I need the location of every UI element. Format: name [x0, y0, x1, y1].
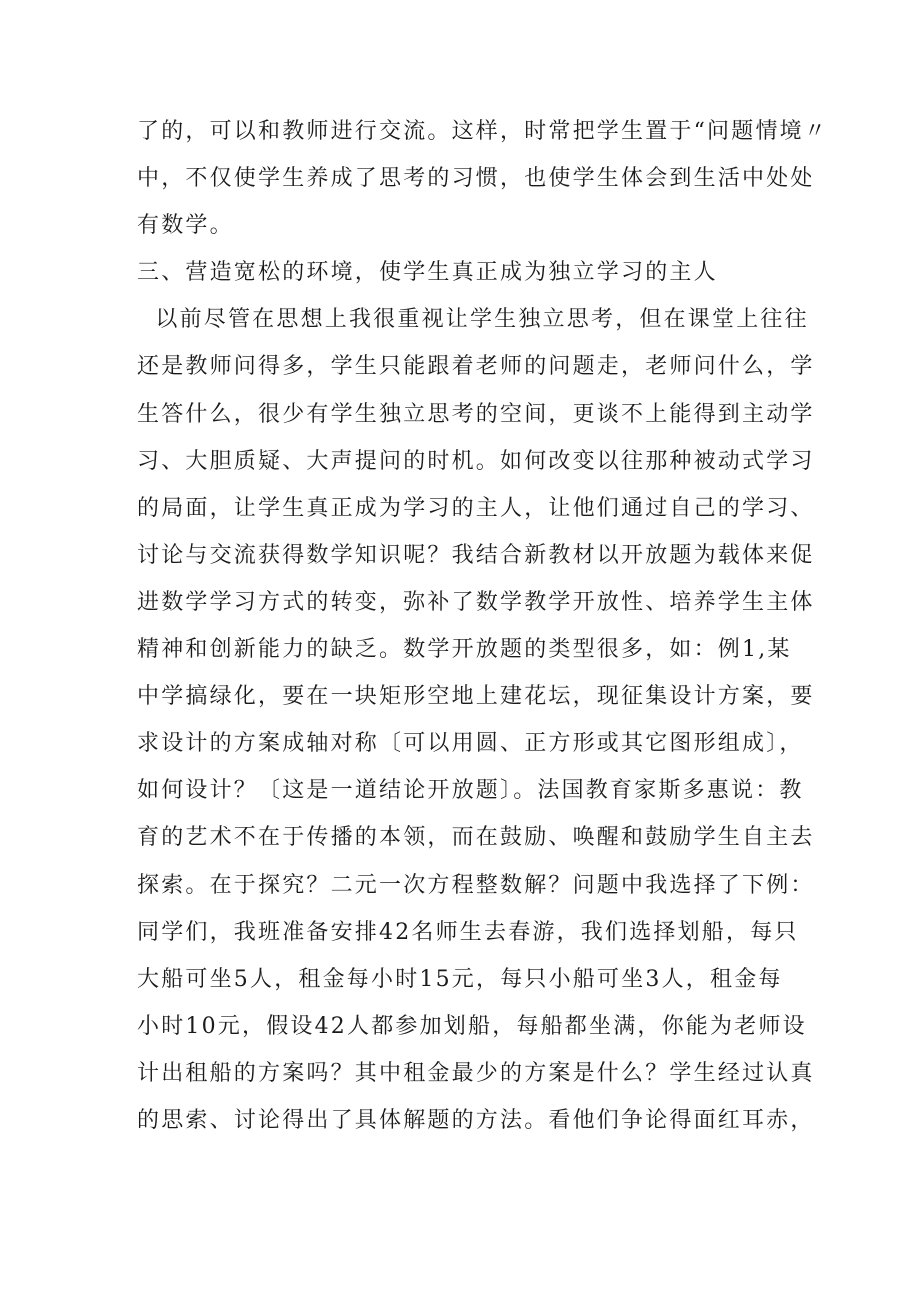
text-line: 中学搞绿化，要在一块矩形空地上建花坛，现征集设计方案，要: [137, 684, 815, 710]
text-line: 习、大胆质疑、大声提问的时机。如何改变以往那种被动式学习: [137, 448, 815, 474]
text-line: 了的，可以和教师进行交流。这样，时常把学生置于“问题情境〃: [137, 119, 829, 144]
text-line: 进数学学习方式的转变，弥补了数学教学开放性、培养学生主体: [137, 589, 815, 615]
text-line: 的局面，让学生真正成为学习的主人，让他们通过自己的学习、: [137, 495, 815, 521]
text-line: 生答什么，很少有学生独立思考的空间，更谈不上能得到主动学: [137, 401, 815, 427]
text-line: 求设计的方案成轴对称〔可以用圆、正方形或其它图形组成〕，: [137, 731, 804, 757]
text-line: 育的艺术不在于传播的本领，而在鼓励、唤醒和鼓励学生自主去: [137, 825, 815, 851]
text-line: 大船可坐5人，租金每小时15元，每只小船可坐3人，租金每: [137, 966, 783, 992]
text-line: 的思索、讨论得出了具体解题的方法。看他们争论得面红耳赤，: [137, 1107, 815, 1133]
text-line: 有数学。: [137, 213, 234, 239]
text-line: 计出租船的方案吗？其中租金最少的方案是什么？学生经过认真: [137, 1060, 815, 1086]
text-line: 同学们，我班准备安排42名师生去春游，我们选择划船，每只: [137, 919, 799, 945]
text-line: 以前尽管在思想上我很重视让学生独立思考，但在课堂上往往: [137, 307, 809, 333]
text-line: 讨论与交流获得数学知识呢？我结合新教材以开放题为载体来促: [137, 542, 815, 568]
text-line: 还是教师问得多，学生只能跟着老师的问题走，老师问什么，学: [137, 354, 815, 380]
text-line: 如何设计？〔这是一道结论开放题〕。法国教育家斯多惠说：教: [137, 778, 804, 804]
section-heading: 三、营造宽松的环境，使学生真正成为独立学习的主人: [137, 260, 718, 286]
text-line: 探索。在于探究？二元一次方程整数解？问题中我选择了下例：: [137, 872, 815, 898]
text-line: 精神和创新能力的缺乏。数学开放题的类型很多，如：例1,某: [137, 637, 792, 663]
body-text: [137, 108, 829, 1144]
text-line: 中，不仅使学生养成了思考的习惯，也使学生体会到生活中处处: [137, 166, 815, 192]
text-line: 小时10元，假设42人都参加划船，每船都坐满，你能为老师设: [137, 1013, 807, 1039]
